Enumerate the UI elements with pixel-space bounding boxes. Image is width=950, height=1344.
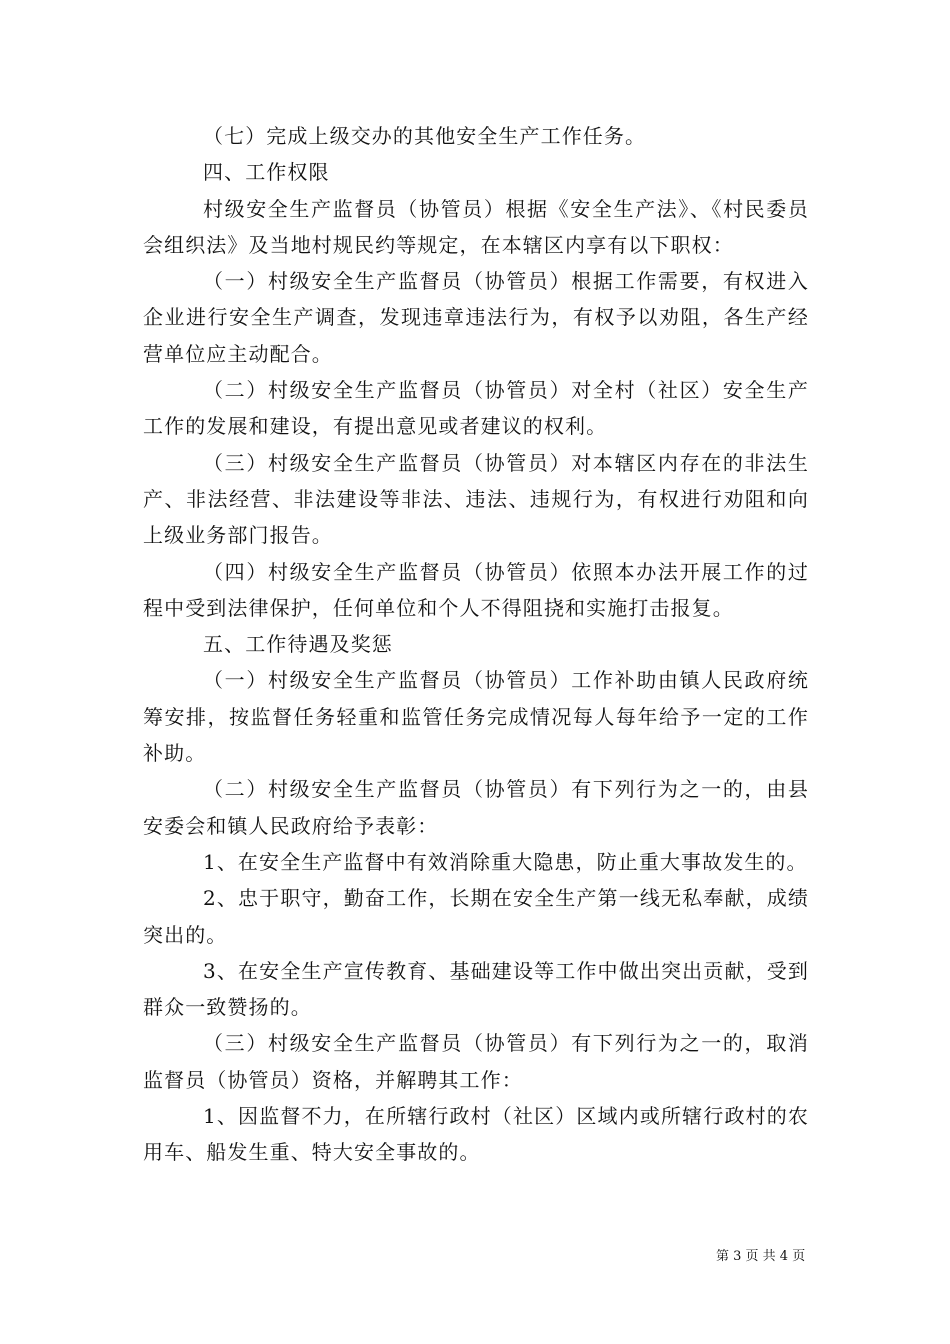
paragraph-treatment-2: （二）村级安全生产监督员（协管员）有下列行为之一的，由县安委会和镇人民政府给予表彰：	[143, 777, 809, 838]
paragraph-authority-1: （一）村级安全生产监督员（协管员）根据工作需要，有权进入企业进行安全生产调查，发现违章违法行为，有权予以劝阻，各生产经营单位应主动配合。	[143, 269, 809, 366]
paragraph-authority-4: （四）村级安全生产监督员（协管员）依照本办法开展工作的过程中受到法律保护，任何单位和个人不得阻挠和实施打击报复。	[143, 559, 809, 620]
section-heading-treatment-rewards: 五、工作待遇及奖惩	[203, 632, 393, 657]
paragraph-reward-item-1: 1、在安全生产监督中有效消除重大隐患，防止重大事故发生的。	[203, 849, 808, 874]
paragraph-item-7: （七）完成上级交办的其他安全生产工作任务。	[203, 124, 647, 148]
document-body	[143, 118, 809, 1171]
paragraph-treatment-3: （三）村级安全生产监督员（协管员）有下列行为之一的，取消监督员（协管员）资格，并解聘其工作：	[143, 1031, 809, 1092]
paragraph-reward-item-2: 2、忠于职守，勤奋工作，长期在安全生产第一线无私奉献，成绩突出的。	[143, 886, 809, 947]
paragraph-authority-3: （三）村级安全生产监督员（协管员）对本辖区内存在的非法生产、非法经营、非法建设等非法、违法、违规行为，有权进行劝阻和向上级业务部门报告。	[143, 450, 809, 548]
paragraph-reward-item-3: 3、在安全生产宣传教育、基础建设等工作中做出突出贡献，受到群众一致赞扬的。	[143, 958, 809, 1020]
paragraph-treatment-1: （一）村级安全生产监督员（协管员）工作补助由镇人民政府统筹安排，按监督任务轻重和监管任务完成情况每人每年给予一定的工作补助。	[143, 668, 809, 766]
page-number-footer: 第 3 页 共 4 页	[716, 1249, 806, 1264]
section-heading-work-authority: 四、工作权限	[203, 160, 330, 185]
paragraph-dismissal-item-1: 1、因监督不力，在所辖行政村（社区）区域内或所辖行政村的农用车、船发生重、特大安全事故的。	[143, 1104, 809, 1165]
paragraph-authority-2: （二）村级安全生产监督员（协管员）对全村（社区）安全生产工作的发展和建设，有提出意见或者建议的权利。	[143, 378, 809, 439]
paragraph-authority-intro: 村级安全生产监督员（协管员）根据《安全生产法》、《村民委员会组织法》及当地村规民约等规定，在本辖区内享有以下职权：	[143, 196, 809, 257]
